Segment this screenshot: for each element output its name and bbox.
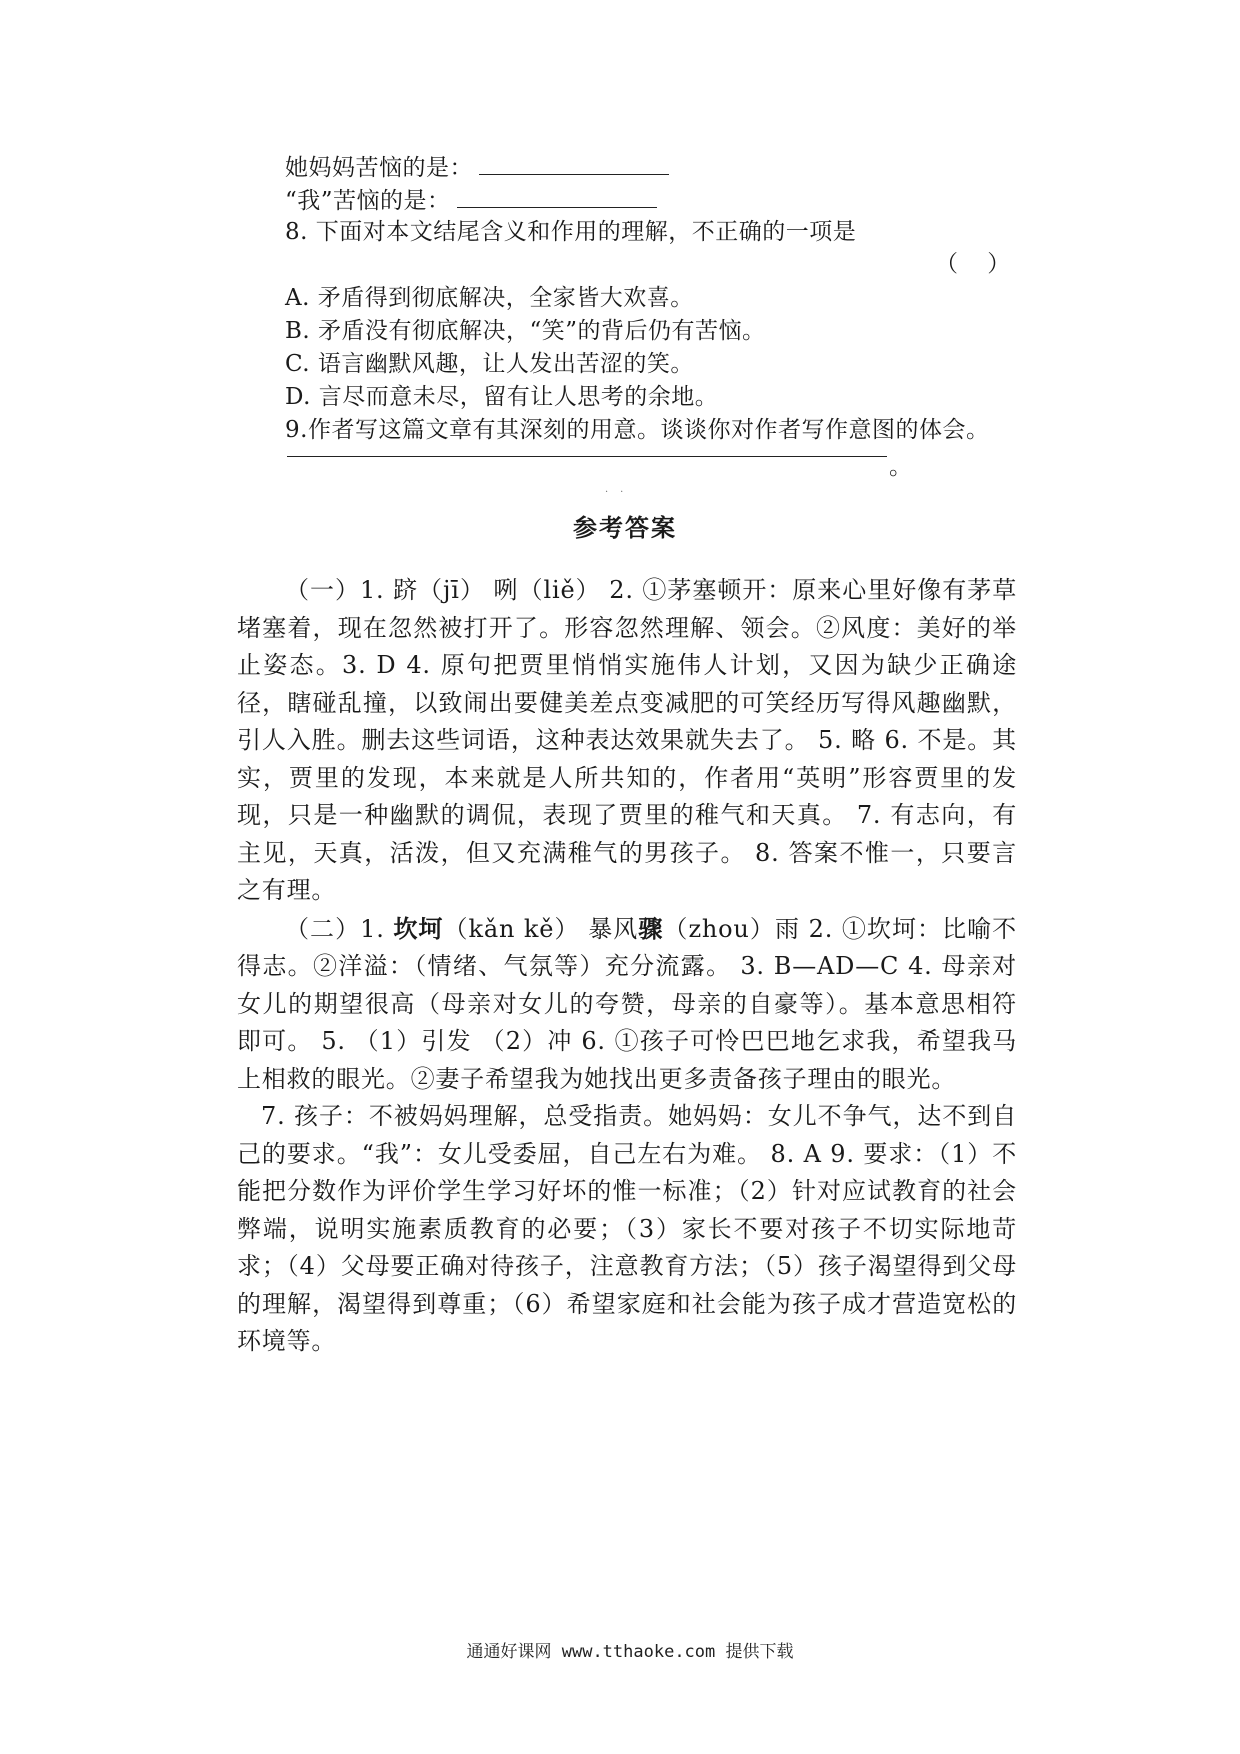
question-8-option-c: C. 语言幽默风趣，让人发出苦涩的笑。 (285, 351, 694, 377)
answer-part-2-after-word: （kǎn kě） 暴风 (443, 914, 639, 943)
answer-section-title: 参考答案 (573, 513, 677, 542)
question-8-option-b: B. 矛盾没有彻底解决，“笑”的背后仍有苦恼。 (285, 318, 766, 344)
question-8-option-a: A. 矛盾得到彻底解决，全家皆大欢喜。 (285, 285, 694, 311)
question-8-answer-paren: （ ） (935, 251, 1011, 277)
mom-worry-line (285, 152, 669, 184)
question-8-stem: 8. 下面对本文结尾含义和作用的理解，不正确的一项是 (285, 219, 857, 245)
me-worry-label: “我”苦恼的是： (285, 188, 451, 214)
me-worry-line (285, 185, 657, 217)
answer-section-body (237, 572, 1017, 1361)
answer-part-2-word-zhou: 骤 (638, 913, 664, 943)
answer-part-2-rest: （zhou）雨 2. ①坎坷：比喻不得志。②洋溢：（情绪、气氛等）充分流露。 3. B—AD—C 4. 母亲对女儿的期望很高（母亲对女儿的夸赞，母亲的自豪等）。基本意思相符即可。 5. （1）引发 （2）冲 6. ①孩子可怜巴巴地乞求我，希望我马上相救的眼光。②妻子希望我为她找出更多责备孩子理由的眼光。 (237, 914, 1017, 1093)
mom-worry-label: 她妈妈苦恼的是： (285, 155, 473, 181)
question-9-answer-line (287, 456, 887, 457)
answer-part-2-prefix: （二）1. (285, 914, 394, 943)
answer-part-2-word-kanke: 坎坷 (393, 913, 444, 943)
me-worry-blank (457, 185, 657, 208)
answer-part-3: 7. 孩子：不被妈妈理解，总受指责。她妈妈：女儿不争气，达不到自己的要求。“我”：女儿受委屈，自己左右为难。 8. A 9. 要求：（1）不能把分数作为评价学生学习好坏的惟一标准；（2）针对应试教育的社会弊端，说明实施素质教育的必要；（3）家长不要对孩子不切实际地苛求；（4）父母要正确对待孩子，注意教育方法；（5）孩子渴望得到父母的理解，渴望得到尊重；（6）希望家庭和社会能为孩子成才营造宽松的环境等。 (237, 1102, 1017, 1355)
answer-part-1: （一）1. 跻（jī） 咧（liě） 2. ①茅塞顿开：原来心里好像有茅草堵塞着，现在忽然被打开了。形容忽然理解、领会。②风度：美好的举止姿态。3. D 4. 原句把贾里悄悄实施伟人计划，又因为缺少正确途径，瞎碰乱撞，以致闹出要健美差点变减肥的可笑经历写得风趣幽默，引人入胜。删去这些词语，这种表达效果就失去了。 5. 略 6. 不是。其实，贾里的发现，本来就是人所共知的，作者用“英明”形容贾里的发现，只是一种幽默的调侃，表现了贾里的稚气和天真。 7. 有志向，有主见，天真，活泼，但又充满稚气的男孩子。 8. 答案不惟一，只要言之有理。 (237, 576, 1017, 904)
mom-worry-blank (479, 152, 669, 175)
answer-part-2 (237, 910, 1017, 1099)
question-8-option-d: D. 言尽而意未尽，留有让人思考的余地。 (285, 384, 719, 410)
page-footer: 通通好课网 www.tthaoke.com 提供下载 (466, 1642, 794, 1662)
divider-dots: ·· (605, 487, 636, 498)
question-9-period: 。 (889, 454, 912, 480)
question-9-stem: 9.作者写这篇文章有其深刻的用意。谈谈你对作者写作意图的体会。 (285, 417, 990, 443)
